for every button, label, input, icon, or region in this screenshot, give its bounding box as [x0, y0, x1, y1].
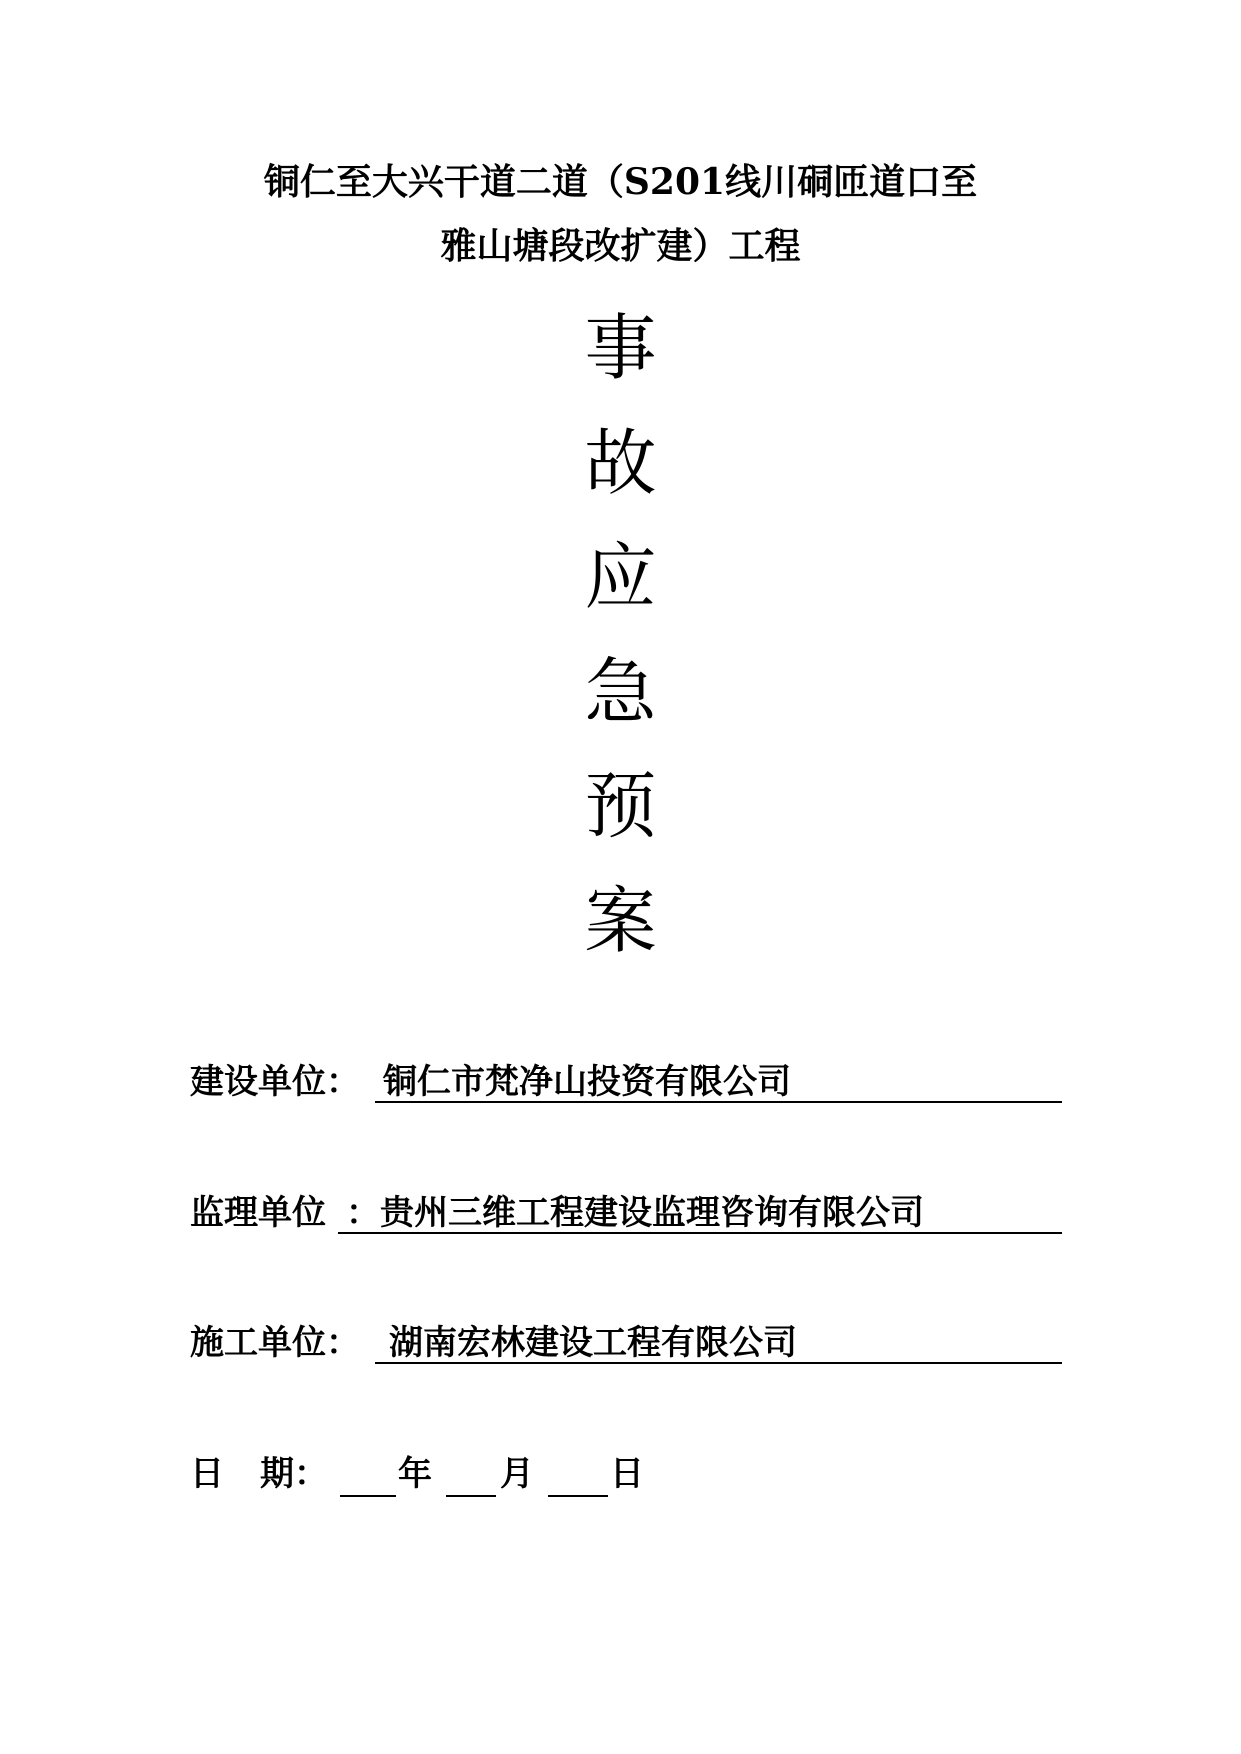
- date-label-day-char: 日: [190, 1454, 224, 1494]
- client-label: 建设单位：: [190, 1062, 360, 1102]
- title-line-2: 雅山塘段改扩建）工程: [440, 225, 801, 267]
- contractor-label: 施工单位：: [190, 1323, 360, 1363]
- contractor-value: 湖南宏林建设工程有限公司: [375, 1318, 1062, 1364]
- supervisor-row: [190, 1188, 1062, 1238]
- doc-type-char: 急: [584, 650, 657, 734]
- date-row: [190, 1449, 790, 1499]
- doc-type-char: 案: [584, 879, 657, 963]
- contractor-row: [190, 1318, 1062, 1368]
- day-blank: [548, 1449, 608, 1497]
- month-label: 月: [500, 1454, 534, 1494]
- title-line-1: 铜仁至大兴干道二道（S201线川硐匝道口至: [263, 161, 978, 203]
- doc-type-char: 应: [584, 535, 657, 619]
- supervisor-value: ：贵州三维工程建设监理咨询有限公司: [338, 1188, 1062, 1234]
- client-row: [190, 1057, 1062, 1107]
- doc-type-char: 预: [584, 764, 657, 848]
- doc-type-char: 故: [584, 421, 657, 505]
- day-label: 日: [610, 1454, 644, 1494]
- supervisor-label: 监理单位: [190, 1193, 326, 1233]
- date-label-period: 期：: [260, 1454, 328, 1494]
- year-blank: [340, 1449, 396, 1497]
- doc-type-char: 事: [584, 306, 657, 390]
- month-blank: [446, 1449, 496, 1497]
- year-label: 年: [398, 1454, 432, 1494]
- client-value: 铜仁市梵净山投资有限公司: [375, 1057, 1062, 1103]
